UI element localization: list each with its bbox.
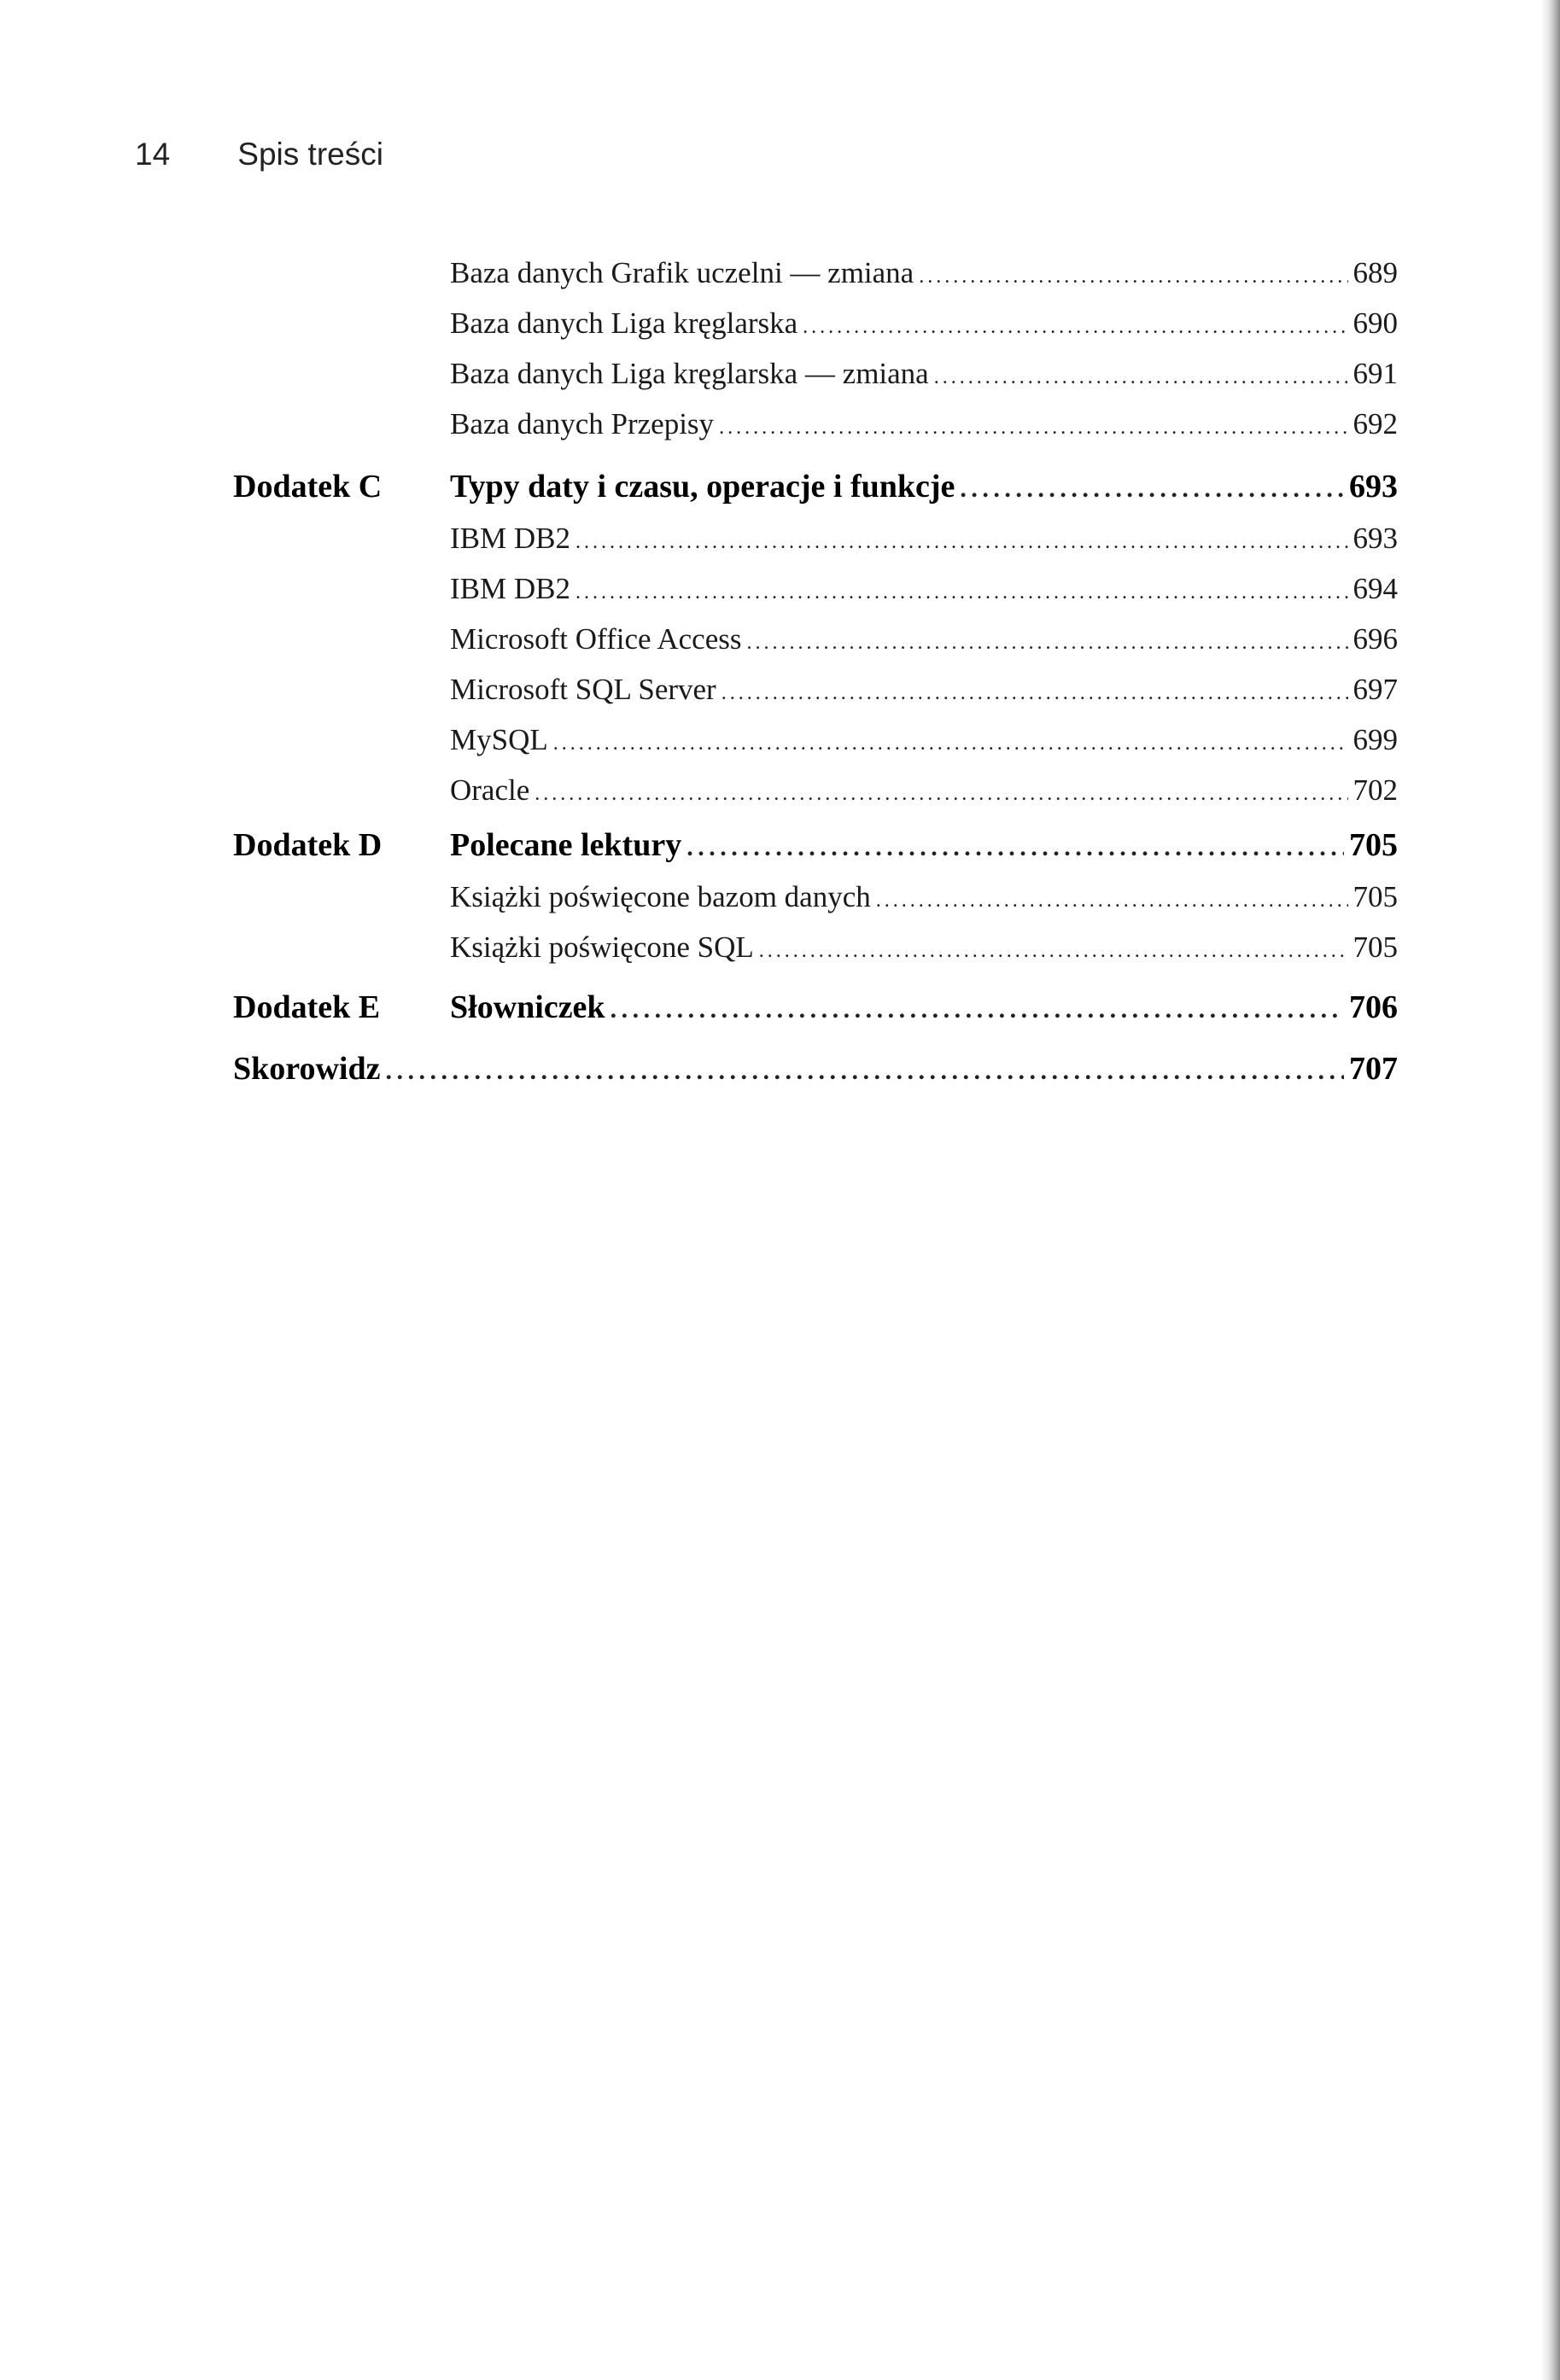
toc-entry[interactable]	[0, 562, 1560, 610]
toc-entry-title: Microsoft Office Access	[450, 622, 742, 656]
toc-entry-title: Skorowidz	[233, 1051, 381, 1087]
toc-entry[interactable]	[0, 662, 1560, 710]
toc-entry[interactable]	[0, 511, 1560, 559]
appendix-label: Dodatek C	[233, 469, 383, 505]
toc-index-entry[interactable]	[0, 1043, 1560, 1091]
toc-entry[interactable]	[0, 870, 1560, 918]
dot-leader	[687, 833, 1344, 862]
dot-leader	[576, 581, 1348, 604]
appendix-label: Dodatek D	[233, 827, 383, 863]
appendix-label: Dodatek E	[233, 989, 381, 1025]
toc-entry-page: 705	[1353, 930, 1398, 964]
toc-entry-title: Typy daty i czasu, operacje i funkcje	[450, 469, 955, 505]
toc-entry-title: Książki poświęcone bazom danych	[450, 880, 871, 913]
page-number: 14	[135, 137, 171, 172]
toc-entry-title: Baza danych Liga kręglarska	[450, 306, 798, 340]
toc-entry[interactable]	[0, 763, 1560, 811]
dot-leader	[876, 890, 1348, 913]
toc-entry-page: 694	[1353, 572, 1398, 605]
toc-entry-page: 691	[1353, 357, 1398, 390]
dot-leader	[576, 531, 1348, 554]
dot-leader	[803, 316, 1347, 339]
dot-leader	[553, 732, 1348, 755]
toc-entry-title: Baza danych Grafik uczelni — zmiana	[450, 256, 914, 289]
toc-entry-page: 702	[1353, 773, 1398, 807]
toc-entry[interactable]	[0, 920, 1560, 968]
dot-leader	[722, 682, 1348, 705]
dot-leader	[919, 265, 1347, 289]
toc-entry-title: Oracle	[450, 773, 530, 807]
toc-entry-page: 689	[1353, 256, 1398, 289]
toc-entry-page: 706	[1349, 989, 1398, 1025]
toc-entry-title: Książki poświęcone SQL	[450, 930, 754, 964]
toc-entry[interactable]	[0, 246, 1560, 294]
toc-entry[interactable]	[0, 296, 1560, 344]
toc-entry-title: Polecane lektury	[450, 827, 682, 863]
toc-entry-title: IBM DB2	[450, 572, 570, 605]
toc-entry-page: 690	[1353, 306, 1398, 340]
toc-entry-page: 692	[1353, 407, 1398, 440]
toc-entry-page: 693	[1349, 469, 1398, 505]
dot-leader	[759, 940, 1348, 963]
dot-leader	[934, 366, 1348, 389]
toc-entry[interactable]	[0, 713, 1560, 761]
toc-chapter-entry[interactable]	[0, 461, 1560, 509]
dot-leader	[611, 995, 1344, 1024]
toc-entry-title: Microsoft SQL Server	[450, 673, 716, 706]
toc-chapter-entry[interactable]	[0, 982, 1560, 1030]
toc-entry-page: 705	[1349, 827, 1398, 863]
toc-entry-title: Słowniczek	[450, 989, 605, 1025]
toc-entry-title: IBM DB2	[450, 522, 570, 555]
toc-entry[interactable]	[0, 612, 1560, 660]
toc-chapter-entry[interactable]	[0, 820, 1560, 867]
toc-entry-page: 697	[1353, 673, 1398, 706]
dot-leader	[746, 632, 1347, 655]
toc-entry-page: 699	[1353, 723, 1398, 756]
toc-entry-title: Baza danych Przepisy	[450, 407, 715, 440]
toc-entry-title: Baza danych Liga kręglarska — zmiana	[450, 357, 929, 390]
dot-leader	[960, 475, 1344, 504]
running-title: Spis treści	[237, 137, 383, 172]
toc-entry-page: 705	[1353, 880, 1398, 913]
toc-entry-page: 696	[1353, 622, 1398, 656]
toc-entry-page: 707	[1349, 1051, 1398, 1087]
dot-leader	[385, 1057, 1344, 1086]
dot-leader	[719, 417, 1347, 440]
toc-entry-page: 693	[1353, 522, 1398, 555]
toc-entry-title: MySQL	[450, 723, 548, 756]
toc-entry[interactable]	[0, 347, 1560, 394]
page-header	[135, 137, 383, 172]
toc-entry[interactable]	[0, 397, 1560, 445]
dot-leader	[535, 783, 1347, 806]
